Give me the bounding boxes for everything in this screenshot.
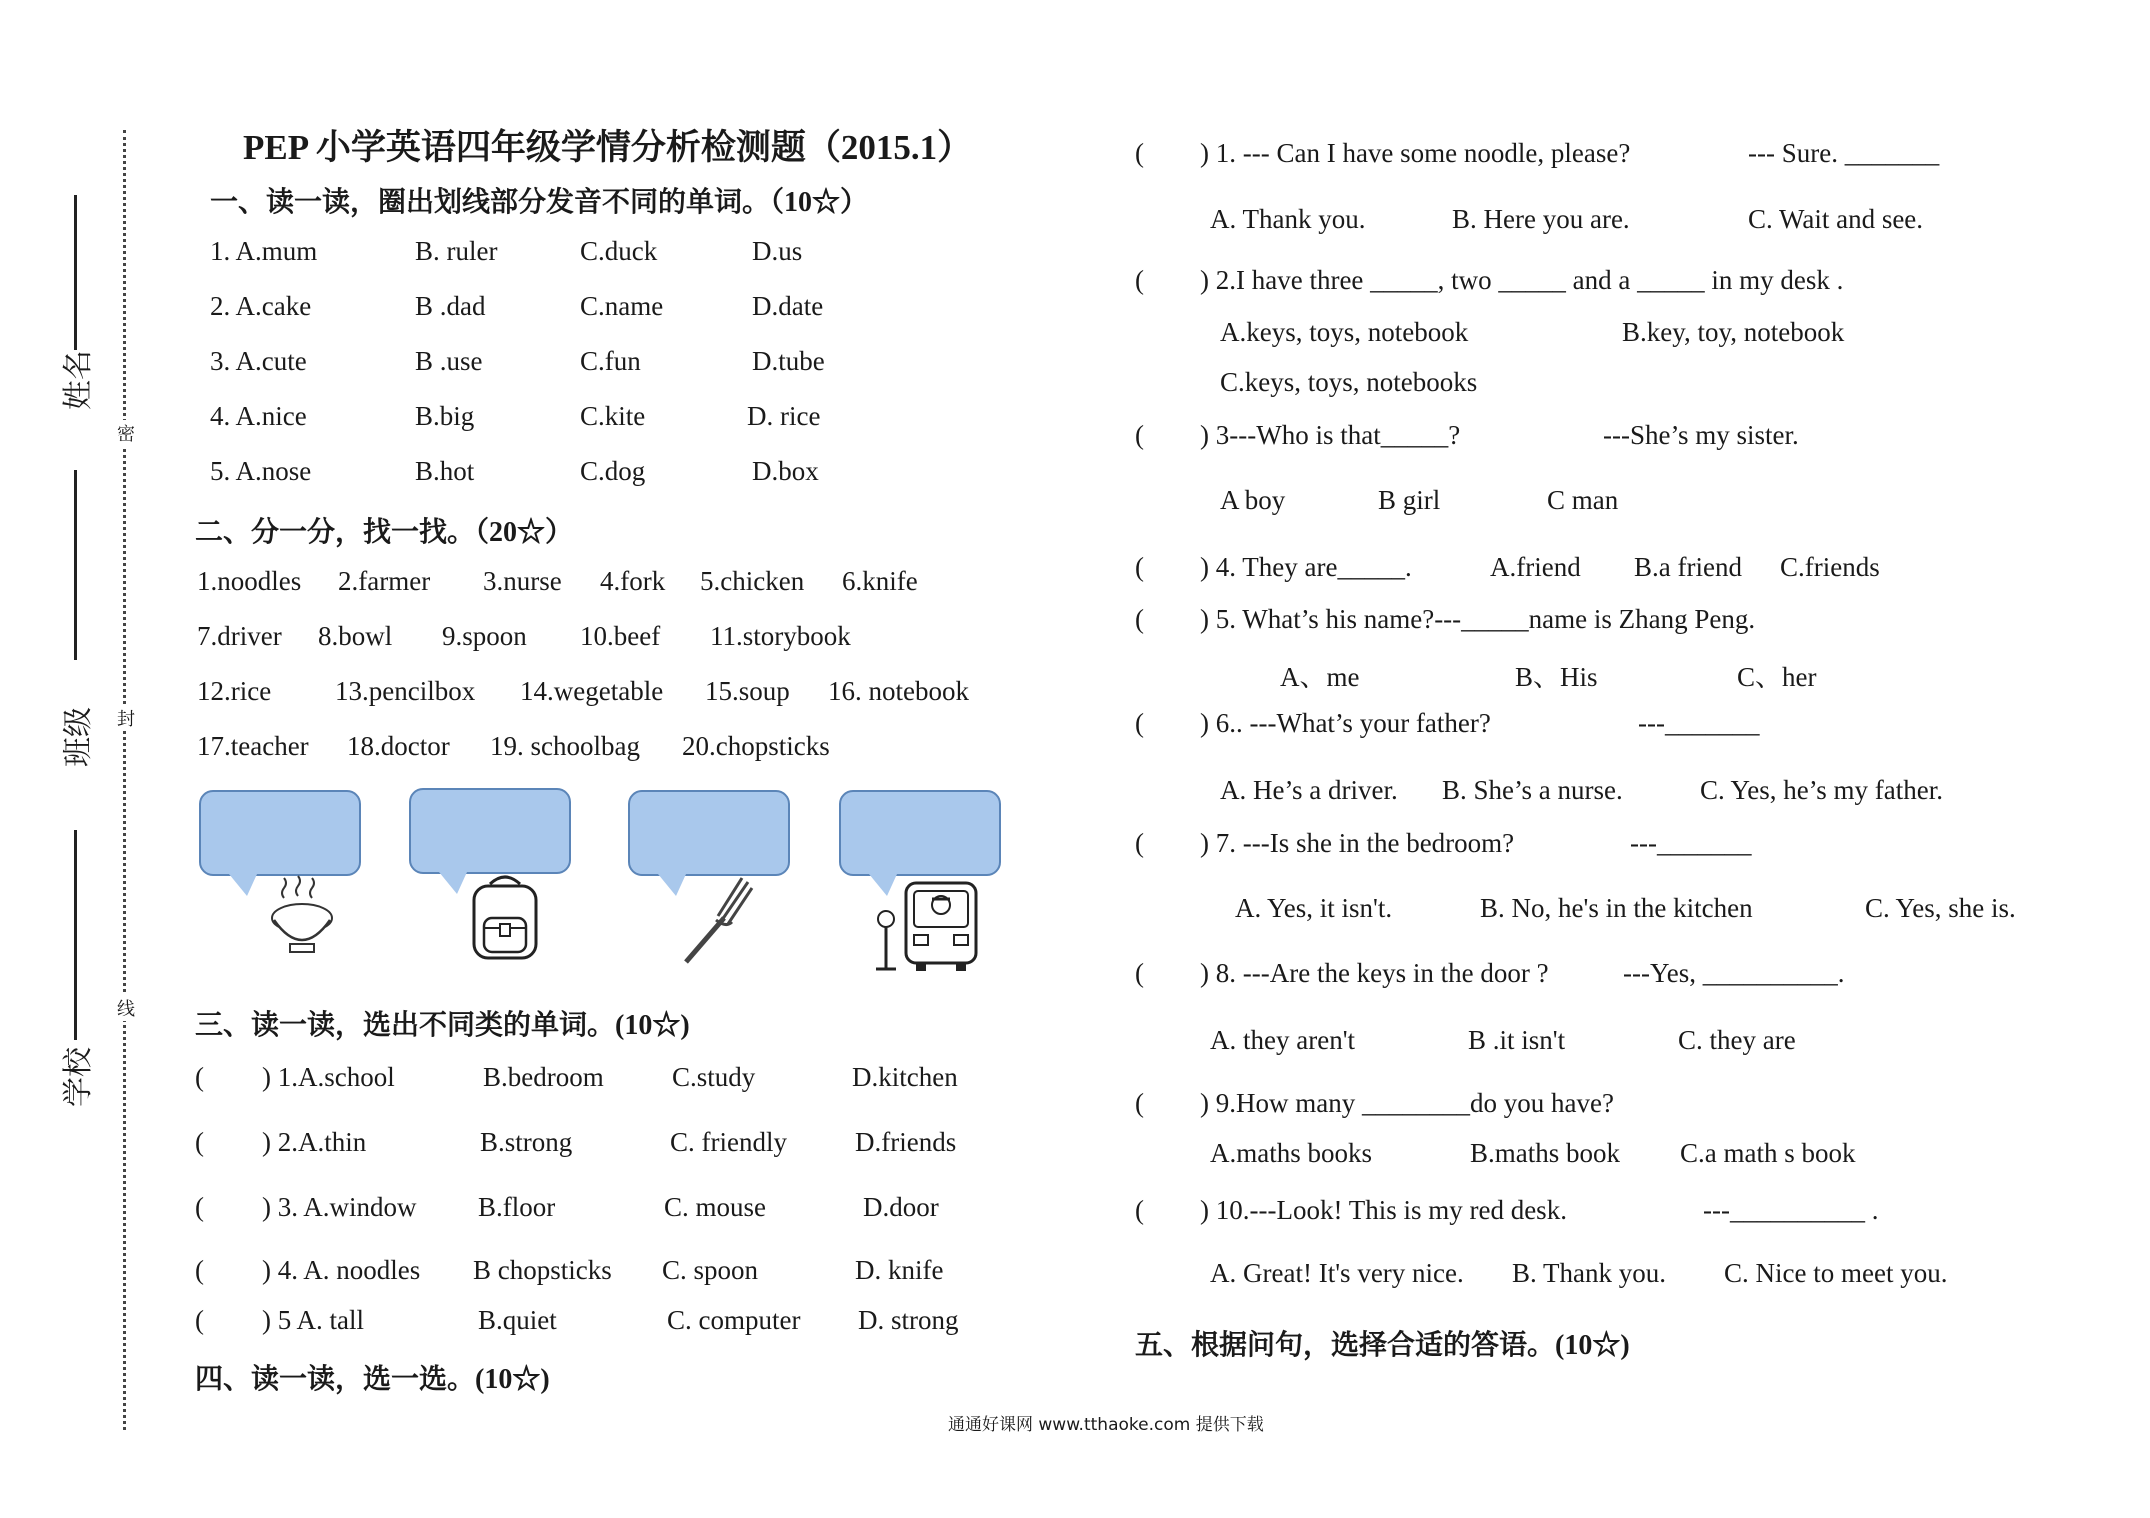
school-blank-line xyxy=(74,830,77,1040)
choice-option: A. Great! It's very nice. xyxy=(1210,1258,1464,1288)
odd-word-option: C. computer xyxy=(667,1305,801,1335)
odd-word-option: D. knife xyxy=(855,1255,944,1285)
question-text: ) 6.. ---What’s your father? xyxy=(1200,708,1491,738)
choice-option: A. they aren't xyxy=(1210,1025,1356,1055)
answer-bracket: ( xyxy=(195,1255,204,1285)
question-text: ) 5. What’s his name?---_____name is Zhang Peng. xyxy=(1200,604,1756,634)
phonics-option: B.big xyxy=(415,401,475,431)
vocab-word: 6.knife xyxy=(842,566,918,596)
choice-option: B.key, toy, notebook xyxy=(1622,317,1845,347)
question-text: ) 7. ---Is she in the bedroom? xyxy=(1200,828,1515,858)
feng-label: 封 xyxy=(117,705,135,731)
phonics-option: D.date xyxy=(752,291,824,321)
odd-word-option: B.floor xyxy=(478,1192,556,1222)
vocab-word: 12.rice xyxy=(197,676,272,706)
response-text: ---_______ xyxy=(1630,828,1752,858)
choice-option: A. Thank you. xyxy=(1210,204,1366,234)
choice-option: C. they are xyxy=(1678,1025,1796,1055)
vocab-word: 17.teacher xyxy=(197,731,309,761)
vocab-word: 13.pencilbox xyxy=(335,676,476,706)
question-text: ) 2.I have three _____, two _____ and a _____ in my desk . xyxy=(1200,265,1844,295)
vocab-word: 1.noodles xyxy=(197,566,302,596)
phonics-option: 2. A.cake xyxy=(210,291,312,321)
choice-option: C.a math s book xyxy=(1680,1138,1856,1168)
speech-bubble-2 xyxy=(409,788,571,874)
phonics-option: B .dad xyxy=(415,291,486,321)
odd-word-option: B.strong xyxy=(480,1127,573,1157)
answer-bracket: ( xyxy=(1135,265,1144,295)
vocab-word: 10.beef xyxy=(580,621,661,651)
answer-bracket: ( xyxy=(195,1062,204,1092)
choice-option: B girl xyxy=(1378,485,1441,515)
section5-heading: 五、根据问句，选择合适的答语。(10☆) xyxy=(1135,1330,1630,1361)
odd-word-option: D.door xyxy=(863,1192,939,1222)
choice-option: C.keys, toys, notebooks xyxy=(1220,367,1478,397)
speech-bubble-1 xyxy=(199,790,361,876)
odd-word-option: D.kitchen xyxy=(852,1062,958,1092)
phonics-option: B. ruler xyxy=(415,236,498,266)
phonics-option: D. rice xyxy=(747,401,821,431)
section4-heading: 四、读一读，选一选。(10☆) xyxy=(195,1364,550,1395)
choice-option: A.keys, toys, notebook xyxy=(1220,317,1469,347)
vocab-word: 19. schoolbag xyxy=(490,731,640,761)
phonics-option: D.us xyxy=(752,236,803,266)
section3-heading: 三、读一读，选出不同类的单词。(10☆) xyxy=(195,1010,690,1041)
answer-bracket: ( xyxy=(1135,708,1144,738)
vocab-word: 14.wegetable xyxy=(520,676,664,706)
vocab-word: 5.chicken xyxy=(700,566,805,596)
answer-bracket: ( xyxy=(1135,604,1144,634)
response-text: --- Sure. _______ xyxy=(1748,138,1940,168)
choice-option: B. Here you are. xyxy=(1452,204,1630,234)
school-label: 学校 xyxy=(62,1047,95,1107)
question-text: ) 1. --- Can I have some noodle, please? xyxy=(1200,138,1631,168)
choice-option: B. No, he's in the kitchen xyxy=(1480,893,1753,923)
question-text: ) 4. They are_____. xyxy=(1200,552,1412,582)
phonics-option: 5. A.nose xyxy=(210,456,312,486)
footer-credit: 通通好课网 www.tthaoke.com 提供下载 xyxy=(948,1415,1264,1435)
odd-word-option: D.friends xyxy=(855,1127,957,1157)
phonics-option: C.fun xyxy=(580,346,641,376)
phonics-option: 4. A.nice xyxy=(210,401,307,431)
choice-option: A.maths books xyxy=(1210,1138,1372,1168)
choice-option: A boy xyxy=(1220,485,1286,515)
choice-option: A. Yes, it isn't. xyxy=(1235,893,1393,923)
xian-label: 线 xyxy=(117,995,135,1021)
odd-word-option: B.bedroom xyxy=(483,1062,604,1092)
speech-bubble-3 xyxy=(628,790,790,876)
odd-word-option: C. mouse xyxy=(664,1192,767,1222)
phonics-option: C.dog xyxy=(580,456,646,486)
phonics-option: 3. A.cute xyxy=(210,346,307,376)
choice-option: B.maths book xyxy=(1470,1138,1621,1168)
odd-word-option: C. spoon xyxy=(662,1255,759,1285)
odd-word-option: ) 5 A. tall xyxy=(262,1305,364,1335)
response-text: ---Yes, __________. xyxy=(1623,958,1845,988)
bus-driver-icon xyxy=(872,875,982,975)
choice-option: B. Thank you. xyxy=(1512,1258,1666,1288)
vocab-word: 7.driver xyxy=(197,621,282,651)
answer-bracket: ( xyxy=(1135,420,1144,450)
phonics-option: C.name xyxy=(580,291,664,321)
choice-option: C、her xyxy=(1737,662,1817,692)
choice-option: B .it isn't xyxy=(1468,1025,1566,1055)
class-label: 班级 xyxy=(62,707,95,767)
answer-bracket: ( xyxy=(1135,138,1144,168)
vocab-word: 15.soup xyxy=(705,676,790,706)
phonics-option: D.tube xyxy=(752,346,825,376)
odd-word-option: B.quiet xyxy=(478,1305,557,1335)
odd-word-option: C. friendly xyxy=(670,1127,787,1157)
class-blank-line xyxy=(74,470,77,660)
answer-bracket: ( xyxy=(1135,828,1144,858)
choice-option: A、me xyxy=(1280,662,1360,692)
phonics-option: 1. A.mum xyxy=(210,236,318,266)
question-text: ) 10.---Look! This is my red desk. xyxy=(1200,1195,1567,1225)
answer-bracket: ( xyxy=(1135,1088,1144,1118)
speech-bubble-4 xyxy=(839,790,1001,876)
vocab-word: 8.bowl xyxy=(318,621,393,651)
answer-bracket: ( xyxy=(195,1305,204,1335)
phonics-option: C.kite xyxy=(580,401,646,431)
question-text: ) 8. ---Are the keys in the door ? xyxy=(1200,958,1549,988)
response-text: ---__________ . xyxy=(1703,1195,1879,1225)
response-text: ---She’s my sister. xyxy=(1603,420,1799,450)
odd-word-option: ) 2.A.thin xyxy=(262,1127,367,1157)
choice-option: B. She’s a nurse. xyxy=(1442,775,1623,805)
answer-bracket: ( xyxy=(195,1127,204,1157)
choice-option: C. Nice to meet you. xyxy=(1724,1258,1948,1288)
phonics-option: B.hot xyxy=(415,456,475,486)
answer-bracket: ( xyxy=(1135,1195,1144,1225)
choice-option: C. Wait and see. xyxy=(1748,204,1924,234)
odd-word-option: ) 3. A.window xyxy=(262,1192,417,1222)
rice-bowl-icon xyxy=(262,870,342,960)
binding-dotted-line xyxy=(123,130,126,1430)
choice-option: A.friend xyxy=(1490,552,1581,582)
answer-bracket: ( xyxy=(1135,552,1144,582)
phonics-option: C.duck xyxy=(580,236,658,266)
vocab-word: 4.fork xyxy=(600,566,666,596)
vocab-word: 11.storybook xyxy=(710,621,851,651)
fork-icon xyxy=(678,876,758,966)
odd-word-option: C.study xyxy=(672,1062,756,1092)
vocab-word: 9.spoon xyxy=(442,621,527,651)
schoolbag-icon xyxy=(460,872,550,967)
answer-bracket: ( xyxy=(1135,958,1144,988)
phonics-option: B .use xyxy=(415,346,483,376)
choice-option: B、His xyxy=(1515,662,1598,692)
choice-option: C.friends xyxy=(1780,552,1880,582)
vocab-word: 16. notebook xyxy=(828,676,969,706)
vocab-word: 2.farmer xyxy=(338,566,431,596)
mi-label: 密 xyxy=(117,420,135,446)
answer-bracket: ( xyxy=(195,1192,204,1222)
choice-option: A. He’s a driver. xyxy=(1220,775,1398,805)
name-label: 姓名 xyxy=(62,350,95,410)
question-text: ) 9.How many ________do you have? xyxy=(1200,1088,1614,1118)
odd-word-option: ) 4. A. noodles xyxy=(262,1255,421,1285)
section1-heading: 一、读一读，圈出划线部分发音不同的单词。（10☆） xyxy=(210,187,869,218)
response-text: ---_______ xyxy=(1638,708,1760,738)
vocab-word: 3.nurse xyxy=(483,566,562,596)
name-blank-line xyxy=(74,195,77,350)
choice-option: C. Yes, she is. xyxy=(1865,893,2016,923)
choice-option: C man xyxy=(1547,485,1619,515)
odd-word-option: D. strong xyxy=(858,1305,959,1335)
vocab-word: 20.chopsticks xyxy=(682,731,830,761)
choice-option: C. Yes, he’s my father. xyxy=(1700,775,1943,805)
vocab-word: 18.doctor xyxy=(347,731,450,761)
question-text: ) 3---Who is that_____? xyxy=(1200,420,1461,450)
section2-heading: 二、分一分，找一找。（20☆） xyxy=(195,517,574,548)
odd-word-option: B chopsticks xyxy=(473,1255,612,1285)
choice-option: B.a friend xyxy=(1634,552,1742,582)
odd-word-option: ) 1.A.school xyxy=(262,1062,395,1092)
page-title: PEP 小学英语四年级学情分析检测题（2015.1） xyxy=(243,128,973,167)
phonics-option: D.box xyxy=(752,456,819,486)
